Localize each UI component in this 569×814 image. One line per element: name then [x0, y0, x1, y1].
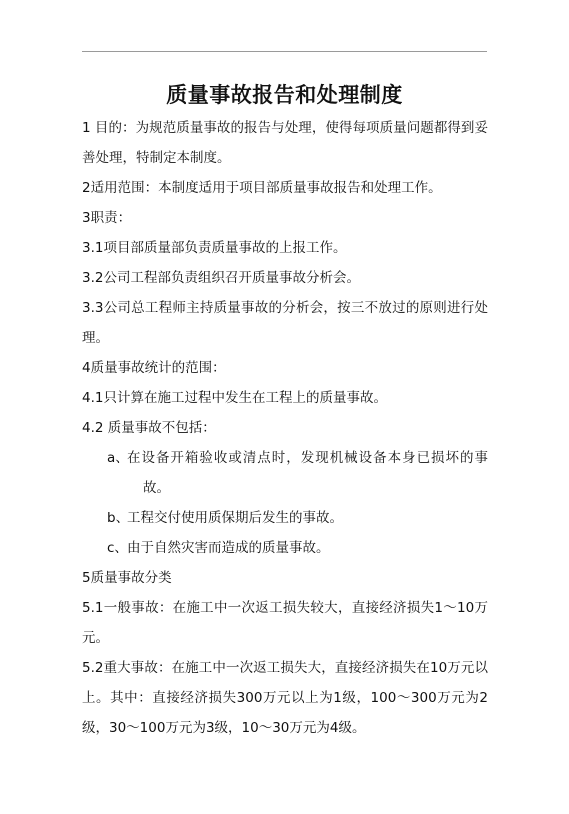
list-marker: a、 [107, 450, 129, 466]
header-divider [82, 51, 487, 52]
list-item-text: 工程交付使用质保期后发生的事故。 [127, 510, 343, 526]
paragraph-responsibility-3-1: 3.1项目部质量部负责质量事故的上报工作。 [82, 240, 347, 256]
paragraph-responsibility-3-2: 3.2公司工程部负责组织召开质量事故分析会。 [82, 270, 360, 286]
paragraph-purpose: 1 目的：为规范质量事故的报告与处理，使得每项质量问题都得到妥善处理，特制定本制度。 [82, 120, 488, 166]
list-marker: c、 [107, 540, 128, 556]
paragraph-responsibility-3-3: 3.3公司总工程师主持质量事故的分析会，按三不放过的原则进行处理。 [82, 300, 488, 346]
list-marker: b、 [107, 510, 130, 526]
paragraph-exclusions-heading: 4.2 质量事故不包括： [82, 420, 216, 436]
document-title: 质量事故报告和处理制度 [166, 82, 403, 107]
list-item-text: 由于自然灾害而造成的质量事故。 [127, 540, 330, 556]
paragraph-responsibilities-heading: 3职责： [82, 210, 132, 226]
paragraph-classification-5-2: 5.2重大事故：在施工中一次返工损失大，直接经济损失在10万元以上。其中：直接经济损失300万元以上为1级，100～300万元为2级，30～100万元为3级，10～30万元为4级。 [82, 660, 488, 736]
list-item [82, 533, 488, 563]
list-item [82, 503, 488, 533]
paragraph-statistics-4-1: 4.1只计算在施工过程中发生在工程上的质量事故。 [82, 390, 387, 406]
paragraph-statistics-heading: 4质量事故统计的范围： [82, 360, 226, 376]
paragraph-classification-5-1: 5.1一般事故：在施工中一次返工损失较大，直接经济损失1～10万元。 [82, 600, 488, 646]
document-body [82, 113, 488, 743]
list-item-text: 在设备开箱验收或清点时，发现机械设备本身已损坏的事故。 [127, 450, 488, 496]
list-item [82, 443, 488, 503]
paragraph-scope: 2适用范围：本制度适用于项目部质量事故报告和处理工作。 [82, 180, 442, 196]
paragraph-classification-heading: 5质量事故分类 [82, 570, 172, 586]
